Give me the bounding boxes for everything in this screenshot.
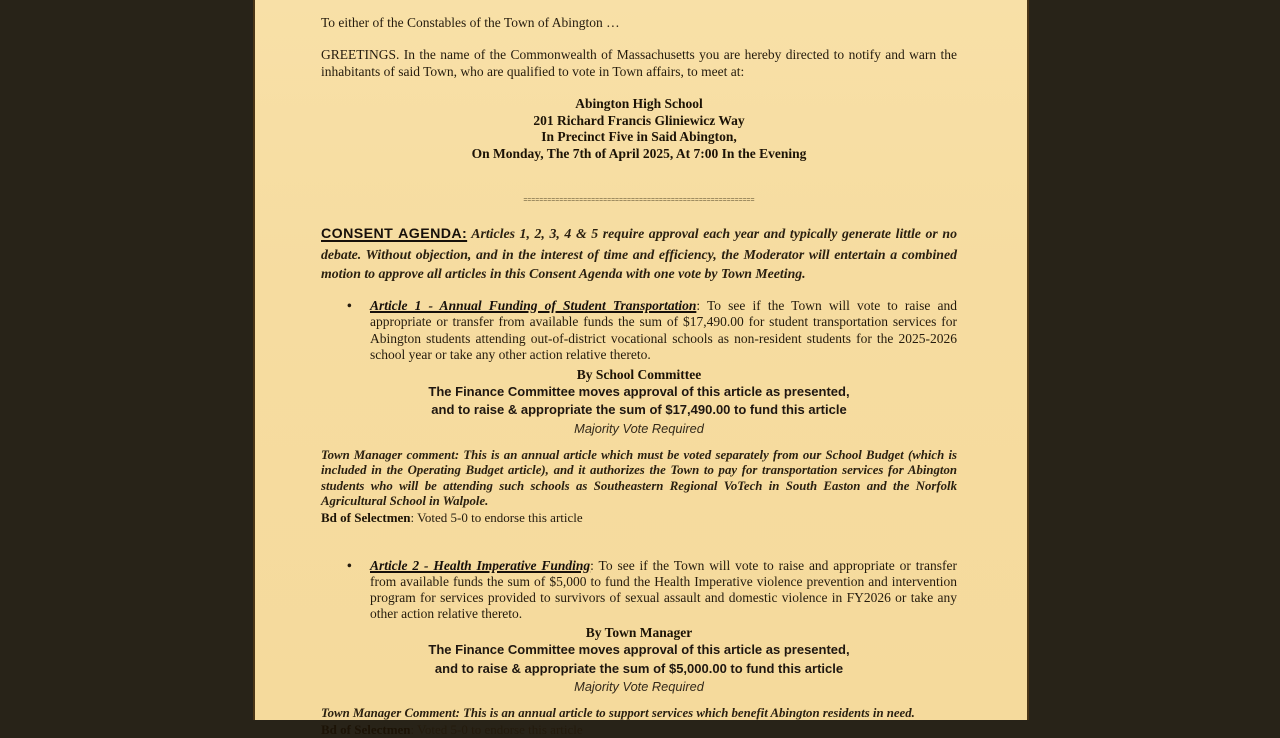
consent-agenda-paragraph xyxy=(321,224,957,284)
article-2-town-manager-comment: Town Manager Comment: This is an annual article to support services which benefit Abington residents in need. xyxy=(321,706,915,721)
article-1-title-colon: : xyxy=(696,297,707,313)
article-1-by-line: By School Committee xyxy=(576,366,702,382)
meeting-venue-block xyxy=(321,96,957,162)
bullet-icon: • xyxy=(347,297,352,313)
article-2-title: Article 2 - Health Imperative Funding xyxy=(370,558,591,574)
article-2-vote-required: Majority Vote Required xyxy=(574,679,704,695)
document-page xyxy=(253,0,1029,738)
letterbox-left xyxy=(0,0,253,720)
article-1-body: To see if the Town will vote to raise and appropriate or transfer from available funds the sum of $17,490.00 for student transportation services for Abington students attending out-of-district vocational schools as non-resident students for the 2025-2026 school year or take any other action relative thereto. xyxy=(370,297,957,362)
consent-agenda-heading: CONSENT AGENDA: xyxy=(321,226,468,242)
article-1-motion-line-2: and to raise & appropriate the sum of $17,490.00 to fund this article xyxy=(431,402,847,417)
selectmen-label: Bd of Selectmen xyxy=(321,509,411,525)
article-1-vote-required: Majority Vote Required xyxy=(574,420,704,436)
salutation-line: To either of the Constables of the Town of Abington … xyxy=(321,15,620,30)
article-2-item xyxy=(321,558,957,622)
bullet-icon: • xyxy=(347,558,352,574)
article-1-motion-line-1: The Finance Committee moves approval of this article as presented, xyxy=(428,383,850,399)
article-1-selectmen-line xyxy=(321,510,957,526)
document-content xyxy=(255,0,1027,738)
venue-line-address: 201 Richard Francis Gliniewicz Way xyxy=(533,112,745,128)
separator-line: ========================================================== xyxy=(523,196,755,204)
consent-agenda-text: Articles 1, 2, 3, 4 & 5 require approval each year and typically generate little or no debate. Without objection, and in the interest of time and efficiency, the Moderator will entertain a combined motion to approve all articles in this Consent Agenda with one vote by Town Meeting. xyxy=(321,226,957,281)
venue-line-precinct: In Precinct Five in Said Abington, xyxy=(541,129,737,144)
article-2-by-line: By Town Manager xyxy=(585,625,693,641)
article-1-title: Article 1 - Annual Funding of Student Transportation xyxy=(370,297,697,313)
greetings-paragraph: GREETINGS. In the name of the Commonwealth of Massachusetts you are hereby directed to notify and warn the inhabitants of said Town, who are qualified to vote in Town affairs, to meet at: xyxy=(321,47,957,79)
selectmen-label: Bd of Selectmen xyxy=(321,722,411,738)
article-1-item xyxy=(321,298,957,364)
article-1-town-manager-comment: Town Manager comment: This is an annual article which must be voted separately from our School Budget (which is included in the Operating Budget article), and it authorizes the Town to pay for transportation services for Abington students who will be attending such schools as Southeastern Regional VoTech in South Easton and the Norfolk Agricultural School in Walpole. xyxy=(321,447,957,509)
venue-line-datetime: On Monday, The 7th of April 2025, At 7:00 In the Evening xyxy=(471,145,807,161)
venue-line-school: Abington High School xyxy=(575,96,703,111)
article-2-body: To see if the Town will vote to raise and appropriate or transfer from available funds the sum of $5,000 to fund the Health Imperative violence prevention and intervention program for services provided to survivors of sexual assault and domestic violence in FY2026 or take any other action relative thereto. xyxy=(370,558,957,622)
selectmen-vote-text: : Voted 5-0 to endorse this article xyxy=(410,722,583,738)
article-2-selectmen-line xyxy=(321,722,957,738)
article-2-motion-line-2: and to raise & appropriate the sum of $5,000.00 to fund this article xyxy=(434,660,844,676)
selectmen-vote-text: : Voted 5-0 to endorse this article xyxy=(410,509,583,525)
article-2-motion-line-1: The Finance Committee moves approval of this article as presented, xyxy=(428,642,850,658)
article-2-title-colon: : xyxy=(590,558,599,574)
letterbox-right xyxy=(1029,0,1280,720)
